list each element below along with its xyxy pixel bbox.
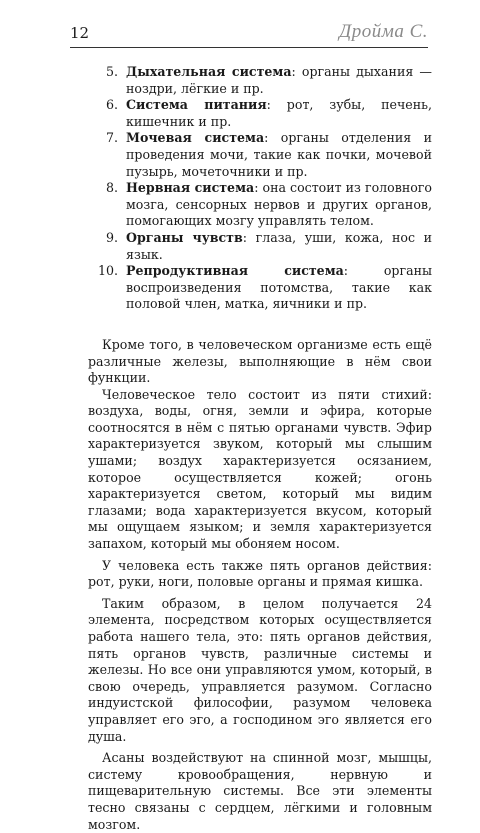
paragraph-elements: Человеческое тело состоит из пяти стихий: воздуха, воды, огня, земли и эфира, которые соотносятся в нём с пятью органами чувств. Эфир характеризуется звуком, который мы слышим ушами; воздух характеризуется осязанием, которое осуществляется кожей; огонь характеризуется светом, который мы видим глазами; вода характеризуется вкусом, который мы ощущаем языком; и земля характеризуется запахом, который мы обоняем носом.	[88, 386, 432, 552]
list-item-term: Мочевая система	[126, 130, 265, 146]
running-head: Дройма С.	[339, 21, 428, 42]
header-rule	[70, 47, 428, 48]
list-item-term: Репродуктивная система	[126, 263, 344, 279]
list-item-text: : она состоит из головного мозга, сенсорных нервов и других органов, помогающих мозгу управлять телом.	[126, 180, 432, 229]
list-item-text: : глаза, уши, кожа, нос и язык.	[126, 229, 433, 262]
list-item	[88, 180, 432, 230]
list-item-text: : органы отделения и проведения мочи, такие как почки, мочевой пузырь, мочеточники и пр.	[126, 130, 432, 179]
list-item-term: Дыхательная система	[126, 64, 292, 79]
list-item-text: : рот, зубы, печень, кишечник и пр.	[126, 97, 433, 129]
page-number: 12	[70, 24, 90, 42]
body-systems-list	[88, 64, 432, 313]
paragraph-glands: Кроме того, в человеческом организме есть ещё различные железы, выполняющие в нём свои функции.	[88, 336, 432, 386]
page-header	[70, 21, 428, 46]
paragraph-asanas: Асаны воздействуют на спинной мозг, мышцы, систему кровообращения, нервную и пищеварительную системы. Все эти элементы тесно связаны с сердцем, лёгкими и головным мозгом.	[88, 750, 432, 832]
list-item-number: 7.	[105, 130, 118, 146]
list-item-text: : органы дыхания — ноздри, лёгкие и пр.	[126, 64, 432, 96]
list-item-number: 8.	[105, 180, 118, 196]
list-item-number: 9.	[105, 229, 118, 245]
list-item-term: Нервная система	[126, 180, 255, 196]
list-item	[88, 230, 432, 263]
list-item-number: 10.	[97, 263, 118, 279]
section-spacer	[88, 313, 432, 337]
list-item-number: 5.	[105, 64, 118, 79]
list-item-term: Система питания	[126, 97, 267, 113]
list-item-term: Органы чувств	[126, 229, 243, 245]
list-item	[88, 64, 432, 97]
paragraph-organs-of-action: У человека есть также пять органов действия: рот, руки, ноги, половые органы и прямая кишка.	[88, 557, 432, 590]
page-content	[88, 64, 432, 833]
list-item-number: 6.	[105, 97, 118, 113]
list-item	[88, 97, 432, 130]
paragraph-24-elements: Таким образом, в целом получается 24 элемента, посредством которых осуществляется работа нашего тела, это: пять органов действия, пять органов чувств, различные системы и железы. Но все они управляются умом, который, в свою очередь, управляется разумом. Согласно индуистской философии, разумом человека управляет его эго, а господином эго является его душа.	[88, 595, 432, 744]
list-item	[88, 263, 432, 313]
list-item	[88, 130, 432, 180]
list-item-text: : органы воспроизведения потомства, такие как половой член, матка, яичники и пр.	[126, 263, 432, 312]
